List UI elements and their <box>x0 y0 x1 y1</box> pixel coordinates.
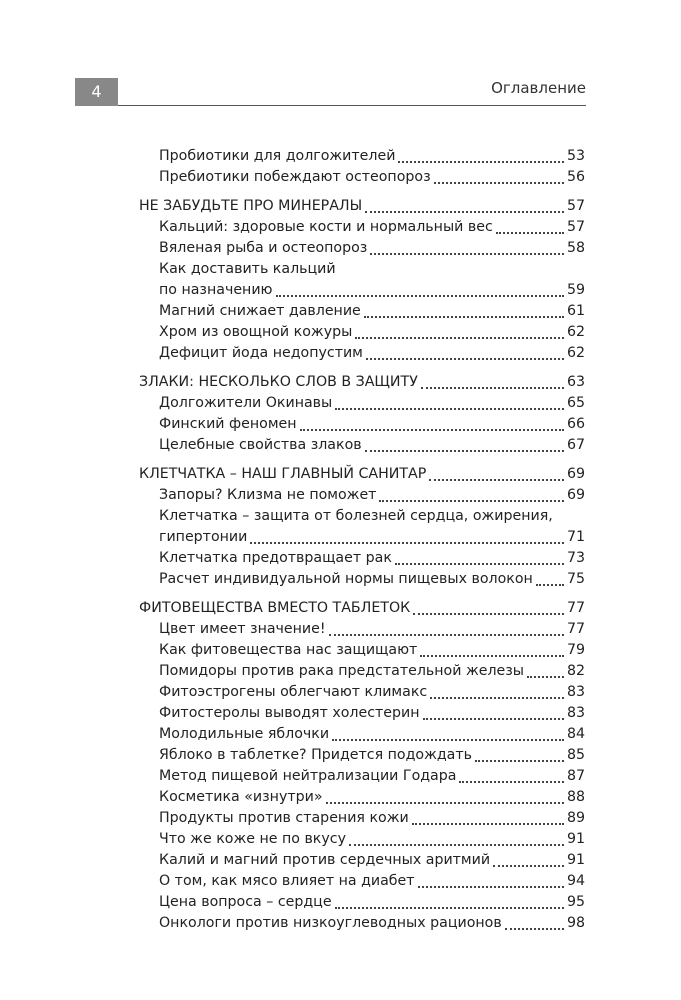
toc-page-number: 83 <box>566 684 585 700</box>
dot-leader <box>366 358 564 360</box>
toc-entry <box>139 766 585 787</box>
dot-leader <box>412 823 564 825</box>
toc-page-number: 53 <box>566 148 585 164</box>
dot-leader <box>420 655 564 657</box>
dot-leader <box>326 802 564 804</box>
toc-page-number: 57 <box>566 198 585 214</box>
dot-leader <box>496 232 564 234</box>
toc-entry-title: Цвет имеет значение! <box>159 621 326 637</box>
toc-entry-title: Магний снижает давление <box>159 303 361 319</box>
toc-page-number: 58 <box>566 240 585 256</box>
dot-leader <box>349 844 564 846</box>
dot-leader <box>434 182 564 184</box>
dot-leader <box>379 500 564 502</box>
toc-entry-title: Целебные свойства злаков <box>159 437 362 453</box>
dot-leader <box>423 718 564 720</box>
toc-entry <box>139 485 585 506</box>
toc-entry-title: Дефицит йода недопустим <box>159 345 363 361</box>
toc-page-number: 73 <box>566 550 585 566</box>
toc-page-number: 77 <box>566 621 585 637</box>
toc-entry <box>139 167 585 188</box>
dot-leader <box>505 928 564 930</box>
toc-page-number: 57 <box>566 219 585 235</box>
toc-page-number: 75 <box>566 571 585 587</box>
toc-entry <box>139 259 585 301</box>
toc-entry <box>139 808 585 829</box>
toc-entry-title: Хром из овощной кожуры <box>159 324 353 340</box>
header-divider <box>118 105 586 106</box>
toc-entry-title: Вяленая рыба и остеопороз <box>159 240 368 256</box>
dot-leader <box>413 613 564 615</box>
toc-entry <box>139 146 585 167</box>
dot-leader <box>430 697 564 699</box>
page-header <box>75 78 586 106</box>
toc-page-number: 82 <box>566 663 585 679</box>
toc-entry <box>139 301 585 322</box>
toc-page-number: 95 <box>566 894 585 910</box>
toc-entry <box>139 343 585 364</box>
toc-chapter <box>139 598 585 619</box>
dot-leader <box>276 295 564 297</box>
toc-page-number: 85 <box>566 747 585 763</box>
toc-entry-title: Помидоры против рака предстательной железы <box>159 663 525 679</box>
toc-entry-last-line <box>159 280 585 301</box>
toc-page-number: 66 <box>566 416 585 432</box>
toc-entry <box>139 506 585 548</box>
toc-entry <box>139 829 585 850</box>
dot-leader <box>459 781 563 783</box>
toc-entry <box>139 393 585 414</box>
running-title: Оглавление <box>491 79 586 97</box>
toc-page-number: 87 <box>566 768 585 784</box>
dot-leader <box>536 584 564 586</box>
dot-leader <box>329 634 564 636</box>
toc-entry <box>139 217 585 238</box>
toc-entry-title: НЕ ЗАБУДЬТЕ ПРО МИНЕРАЛЫ <box>139 198 363 214</box>
dot-leader <box>429 479 564 481</box>
toc-entry <box>139 435 585 456</box>
dot-leader <box>250 542 564 544</box>
toc-entry-title: Косметика «изнутри» <box>159 789 323 805</box>
toc-page-number: 56 <box>566 169 585 185</box>
toc-page-number: 69 <box>566 487 585 503</box>
toc-entry <box>139 682 585 703</box>
toc-page-number: 89 <box>566 810 585 826</box>
toc-chapter <box>139 464 585 485</box>
toc-page-number: 69 <box>566 466 585 482</box>
toc-entry-title: КЛЕТЧАТКА – НАШ ГЛАВНЫЙ САНИТАР <box>139 466 427 482</box>
toc-entry <box>139 640 585 661</box>
toc-entry-title: Кальций: здоровые кости и нормальный вес <box>159 219 493 235</box>
dot-leader <box>300 429 564 431</box>
toc-page-number: 91 <box>566 852 585 868</box>
dot-leader <box>355 337 564 339</box>
toc-chapter <box>139 196 585 217</box>
dot-leader <box>421 387 564 389</box>
toc-entry-title: Метод пищевой нейтрализации Годара <box>159 768 457 784</box>
toc-entry-title: Долгожители Окинавы <box>159 395 333 411</box>
toc-entry-title-line: Как доставить кальций <box>159 261 336 277</box>
toc-entry <box>139 724 585 745</box>
toc-page-number: 67 <box>566 437 585 453</box>
dot-leader <box>527 676 564 678</box>
toc-entry <box>139 892 585 913</box>
toc-entry <box>139 787 585 808</box>
toc-page-number: 98 <box>566 915 585 931</box>
toc-entry-title-line: Клетчатка – защита от болезней сердца, ожирения, <box>159 508 553 524</box>
toc-entry <box>139 322 585 343</box>
toc-entry-title: Что же коже не по вкусу <box>159 831 346 847</box>
dot-leader <box>398 161 564 163</box>
page-number: 4 <box>75 78 118 106</box>
toc-entry-title: Калий и магний против сердечных аритмий <box>159 852 491 868</box>
toc-entry-title: Клетчатка предотвращает рак <box>159 550 392 566</box>
dot-leader <box>335 408 564 410</box>
toc-chapter <box>139 372 585 393</box>
dot-leader <box>475 760 564 762</box>
dot-leader <box>332 739 564 741</box>
toc-entry <box>139 414 585 435</box>
toc-entry <box>139 871 585 892</box>
dot-leader <box>493 865 564 867</box>
toc-entry-title: Запоры? Клизма не поможет <box>159 487 377 503</box>
toc-entry <box>139 548 585 569</box>
toc-entry <box>139 661 585 682</box>
table-of-contents <box>139 146 585 934</box>
toc-entry <box>139 745 585 766</box>
toc-page-number: 91 <box>566 831 585 847</box>
toc-page-number: 61 <box>566 303 585 319</box>
toc-page-number: 79 <box>566 642 585 658</box>
toc-entry-title: Продукты против старения кожи <box>159 810 409 826</box>
toc-entry-title: О том, как мясо влияет на диабет <box>159 873 415 889</box>
toc-page-number: 63 <box>566 374 585 390</box>
toc-entry-last-line <box>159 527 585 548</box>
toc-page-number: 83 <box>566 705 585 721</box>
toc-entry <box>139 569 585 590</box>
dot-leader <box>365 450 564 452</box>
toc-entry-title: ФИТОВЕЩЕСТВА ВМЕСТО ТАБЛЕТОК <box>139 600 411 616</box>
toc-entry-title: Расчет индивидуальной нормы пищевых волокон <box>159 571 533 587</box>
toc-entry <box>139 238 585 259</box>
toc-entry-title: Онкологи против низкоуглеводных рационов <box>159 915 502 931</box>
toc-entry-title: Молодильные яблочки <box>159 726 330 742</box>
toc-page-number: 62 <box>566 324 585 340</box>
dot-leader <box>335 907 564 909</box>
toc-entry-title: ЗЛАКИ: НЕСКОЛЬКО СЛОВ В ЗАЩИТУ <box>139 374 418 390</box>
toc-entry-title: Цена вопроса – сердце <box>159 894 332 910</box>
toc-page-number: 62 <box>566 345 585 361</box>
dot-leader <box>365 211 564 213</box>
toc-entry-title: гипертонии <box>159 529 248 545</box>
toc-page-number: 71 <box>566 529 585 545</box>
toc-page-number: 77 <box>566 600 585 616</box>
dot-leader <box>364 316 564 318</box>
toc-entry-title: Как фитовещества нас защищают <box>159 642 418 658</box>
dot-leader <box>370 253 564 255</box>
toc-page-number: 94 <box>566 873 585 889</box>
toc-page-number: 88 <box>566 789 585 805</box>
toc-entry <box>139 703 585 724</box>
toc-entry-title: Финский феномен <box>159 416 297 432</box>
toc-entry <box>139 913 585 934</box>
dot-leader <box>418 886 564 888</box>
toc-entry-title: Фитостеролы выводят холестерин <box>159 705 420 721</box>
toc-page-number: 84 <box>566 726 585 742</box>
toc-entry-title: Пробиотики для долгожителей <box>159 148 396 164</box>
toc-entry-title: по назначению <box>159 282 273 298</box>
toc-entry <box>139 850 585 871</box>
toc-entry-title: Пребиотики побеждают остеопороз <box>159 169 431 185</box>
toc-page-number: 59 <box>566 282 585 298</box>
toc-entry-title: Фитоэстрогены облегчают климакс <box>159 684 428 700</box>
toc-entry-title: Яблоко в таблетке? Придется подождать <box>159 747 472 763</box>
dot-leader <box>395 563 564 565</box>
toc-entry <box>139 619 585 640</box>
toc-page-number: 65 <box>566 395 585 411</box>
